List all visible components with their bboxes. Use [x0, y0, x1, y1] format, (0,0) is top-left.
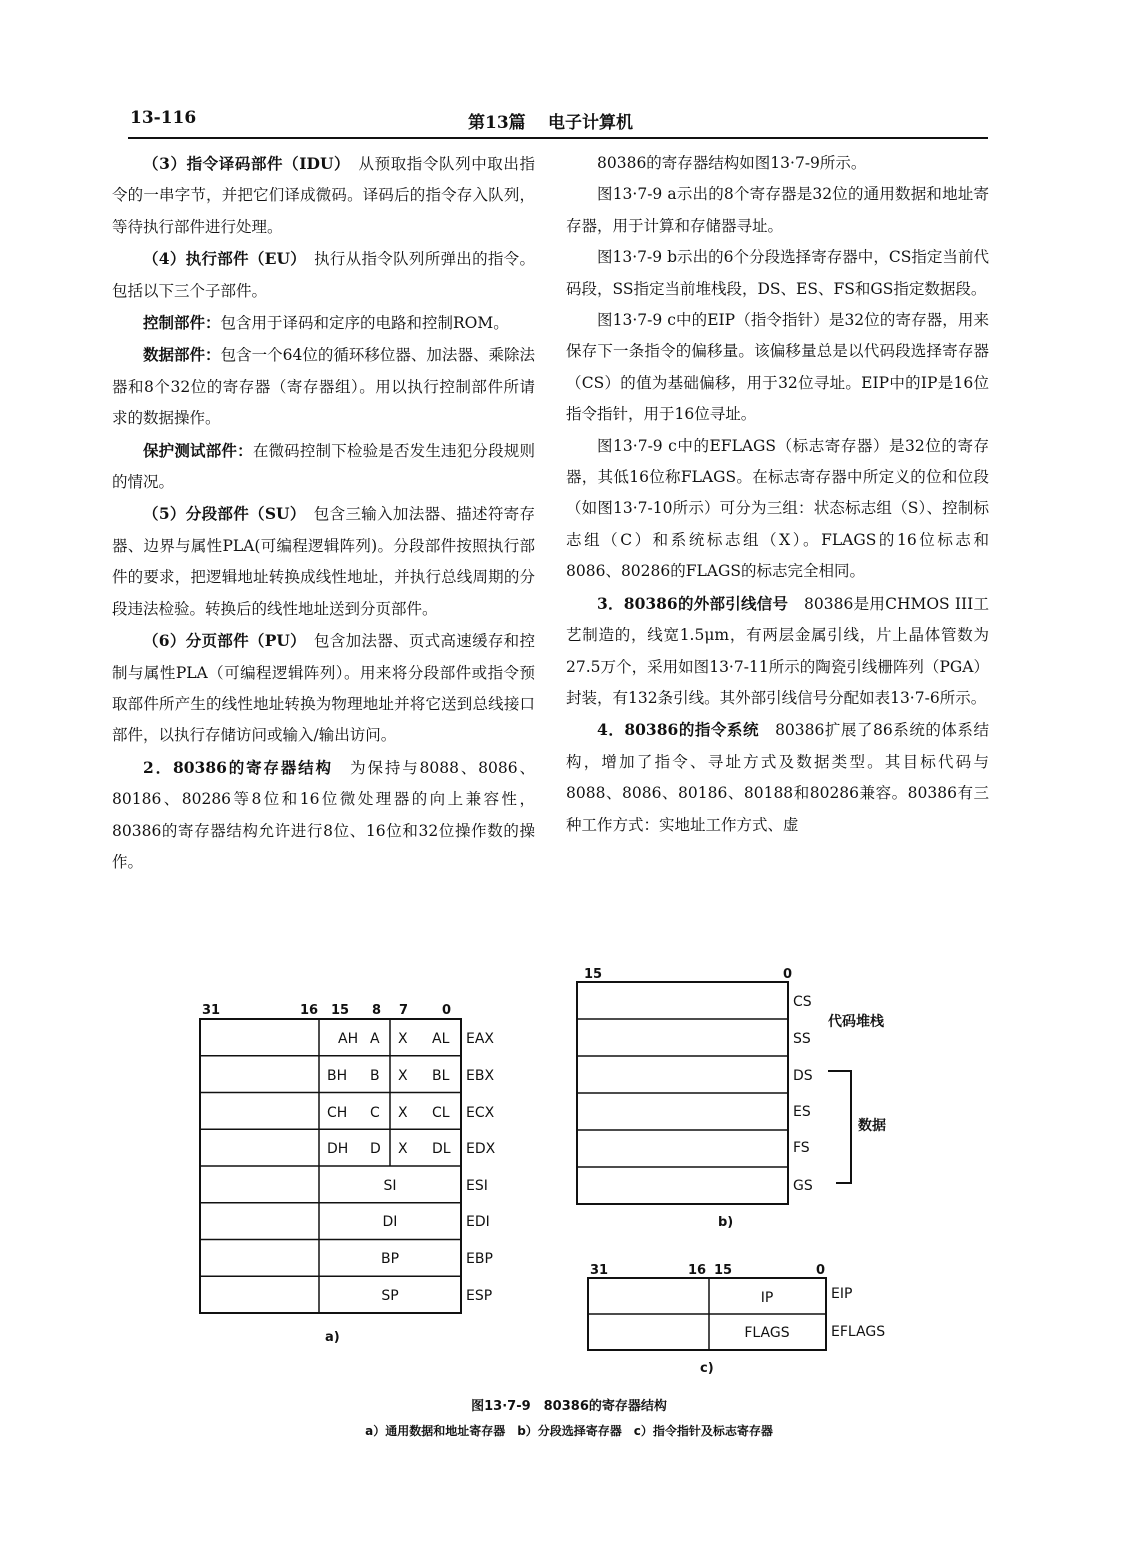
header-rule: [128, 137, 988, 139]
register-x: X: [398, 1141, 408, 1157]
bit-label: 16: [688, 1263, 707, 1278]
register-row-eax: [338, 1031, 494, 1047]
paragraph-control-unit: 控制部件：包含用于译码和定序的电路和控制ROM。: [143, 313, 509, 333]
register-x: X: [398, 1031, 408, 1047]
register-name: ESP: [466, 1288, 493, 1304]
register-row-ebp: [381, 1251, 493, 1267]
flags-cell: FLAGS: [744, 1325, 790, 1341]
paragraph-eflags: 图13·7-9 c中的EFLAGS（标志寄存器）是32位的寄存器，其低16位称FLAGS。在标志寄存器中所定义的位和位段（如图13·7-10所示）可分为三组：状态标志组（S）、控制标志组（C）和系统标志组（X）。FLAGS的16位标志和8086、80286的FLAGS的标志完全相同。: [566, 436, 989, 581]
eflags-label: EFLAGS: [831, 1324, 886, 1340]
register-low-word: SP: [381, 1288, 399, 1304]
bit-label: 15: [714, 1263, 733, 1278]
figure-b-segment-registers: [570, 960, 920, 1240]
chapter-title: 电子计算机: [548, 113, 633, 133]
chapter-label: 第13篇: [468, 113, 526, 133]
register-mid: C: [370, 1105, 380, 1121]
register-row-esp: [381, 1288, 492, 1304]
register-low-byte: DL: [432, 1141, 451, 1157]
register-mid: D: [370, 1141, 381, 1157]
register-low-word: BP: [380, 1251, 400, 1267]
data-brace: [828, 1071, 851, 1183]
register-name: EBX: [466, 1068, 495, 1084]
register-low-byte: CL: [432, 1105, 450, 1121]
register-row-edx: [327, 1141, 496, 1157]
register-high-byte: DH: [327, 1141, 349, 1157]
paragraph-idu: （3）指令译码部件（IDU） 从预取指令队列中取出指令的一串字节，并把它们译成微码。译码后的指令存入队列，等待执行部件进行处理。: [112, 154, 535, 236]
bit-label: 8: [372, 1003, 382, 1018]
register-name: ESI: [466, 1178, 488, 1194]
register-row-ebx: [327, 1068, 494, 1084]
figure-c-eip-eflags: [580, 1256, 930, 1386]
paragraph-fig-a: 图13·7-9 a示出的8个寄存器是32位的通用数据和地址寄存器，用于计算和存储器寻址。: [566, 185, 989, 235]
register-name: ECX: [466, 1105, 495, 1121]
figure-c-label: c): [700, 1361, 714, 1376]
register-row-edi: [383, 1214, 490, 1230]
eip-label: EIP: [831, 1286, 853, 1302]
segment-name: DS: [793, 1068, 813, 1084]
register-x: X: [398, 1068, 408, 1084]
register-low-byte: AL: [432, 1031, 450, 1047]
right-column: [566, 148, 989, 841]
register-name: EDX: [466, 1141, 496, 1157]
bit-label: 15: [331, 1003, 350, 1018]
register-name: EDI: [466, 1214, 490, 1230]
register-row-esi: [383, 1178, 487, 1194]
left-column: [112, 148, 535, 878]
code-stack-label: 代码堆栈: [828, 1014, 884, 1030]
bit-label: 15: [584, 967, 603, 982]
bit-label: 16: [300, 1003, 319, 1018]
register-low-byte: BL: [432, 1068, 450, 1084]
paragraph-eip: 图13·7-9 c中的EIP（指令指针）是32位的寄存器，用来保存下一条指令的偏移量。该偏移量总是以代码段选择寄存器（CS）的值为基础偏移，用于32位寻址。EIP中的IP是16位指令指针，用于16位寻址。: [566, 311, 989, 424]
segment-name: GS: [793, 1178, 813, 1194]
paragraph-su: （5）分段部件（SU） 包含三输入加法器、描述符寄存器、边界与属性PLA(可编程逻辑阵列)。分段部件按照执行部件的要求，把逻辑地址转换成线性地址，并执行总线周期的分段违法检验。转换后的线性地址送到分页部件。: [112, 504, 535, 618]
bit-label: 31: [202, 1003, 221, 1018]
register-name: EAX: [466, 1031, 495, 1047]
segment-name: SS: [793, 1031, 811, 1047]
segment-name: FS: [793, 1140, 810, 1156]
bit-label: 31: [590, 1263, 609, 1278]
bit-label: 0: [816, 1263, 826, 1278]
register-name: EBP: [466, 1251, 493, 1267]
register-mid: A: [370, 1031, 380, 1047]
paragraph-data-unit: 数据部件：包含一个64位的循环移位器、加法器、乘除法器和8个32位的寄存器（寄存器组）。用以执行控制部件所请求的数据操作。: [112, 345, 535, 428]
figure-caption-subtitle: a）通用数据和地址寄存器 b）分段选择寄存器 c）指令指针及标志寄存器: [365, 1424, 773, 1438]
paragraph-fig-b: 图13·7-9 b示出的6个分段选择寄存器中，CS指定当前代码段，SS指定当前堆栈段，DS、ES、FS和GS指定数据段。: [566, 248, 989, 298]
segment-name: ES: [793, 1104, 811, 1120]
figure-b-label: b): [718, 1215, 734, 1230]
register-mid: B: [370, 1068, 380, 1084]
paragraph-fig-intro: 80386的寄存器结构如图13·7-9所示。: [597, 154, 867, 172]
paragraph-pu: （6）分页部件（PU） 包含加法器、页式高速缓存和控制与属性PLA（可编程逻辑阵列）。用来将分段部件或指令预取部件所产生的线性地址转换为物理地址并将它送到总线接口部件，以执行存储访问或输入/输出访问。: [112, 631, 535, 745]
paragraph-eu: （4）执行部件（EU） 执行从指令队列所弹出的指令。包括以下三个子部件。: [112, 249, 535, 300]
ip-cell: IP: [760, 1290, 774, 1306]
register-high-byte: CH: [327, 1105, 348, 1121]
register-x: X: [398, 1105, 408, 1121]
segment-name: CS: [793, 994, 812, 1010]
register-high-byte: AH: [338, 1031, 359, 1047]
data-label: 数据: [858, 1118, 886, 1134]
bit-label: 0: [783, 967, 793, 982]
paragraph-protection-unit: 保护测试部件：在微码控制下检验是否发生违犯分段规则的情况。: [112, 440, 535, 492]
page-number: 13-116: [130, 108, 197, 128]
figure-a-general-registers: [190, 995, 520, 1365]
paragraph-instruction-set: 4．80386的指令系统 80386扩展了86系统的体系结构，增加了指令、寻址方式及数据类型。其目标代码与8088、8086、80186、80188和80286兼容。80386有三种工作方式：实地址工作方式、虚: [566, 720, 989, 834]
figure-caption-title: 图13·7-9 80386的寄存器结构: [471, 1399, 667, 1414]
bit-label: 7: [399, 1003, 409, 1018]
register-low-word: SI: [383, 1178, 397, 1194]
paragraph-external-pins: 3．80386的外部引线信号 80386是用CHMOS III工艺制造的，线宽1.5μm，有两层金属引线，片上晶体管数为27.5万个，采用如图13·7-11所示的陶瓷引线栅阵列（PGA）封装，有132条引线。其外部引线信号分配如表13·7-6所示。: [566, 593, 989, 707]
register-row-ecx: [327, 1105, 495, 1121]
figure-a-label: a): [325, 1330, 340, 1345]
paragraph-register-structure: 2．80386的寄存器结构 为保持与8088、8086、80186、80286等8位和16位微处理器的向上兼容性，80386的寄存器结构允许进行8位、16位和32位操作数的操作。: [112, 757, 535, 871]
register-high-byte: BH: [327, 1068, 348, 1084]
bit-label: 0: [442, 1003, 452, 1018]
register-low-word: DI: [382, 1214, 398, 1230]
